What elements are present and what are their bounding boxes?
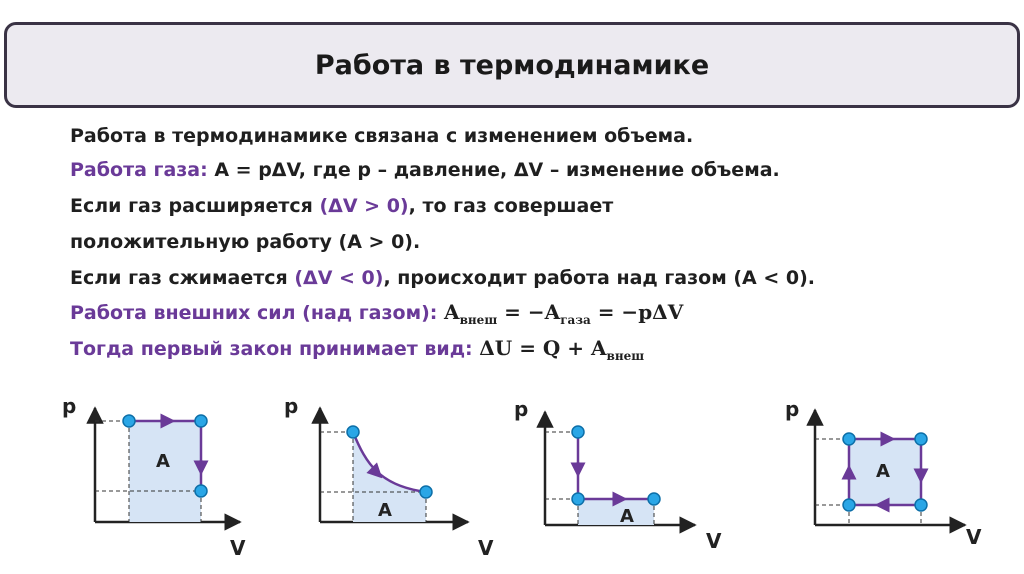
text-line-1 (70, 124, 693, 148)
v-label-3: V (706, 529, 722, 553)
line-1-text: Работа в термодинамике связана с изменением объема. (70, 125, 694, 147)
formula-minus-a: = −A (497, 300, 561, 324)
text-line-6 (70, 300, 683, 332)
expansion-condition: (ΔV > 0) (319, 195, 409, 217)
state-point-4d (843, 499, 855, 511)
area-label-4: A (876, 461, 890, 482)
graph-2 (284, 394, 494, 560)
first-law-main: ΔU = Q + A (479, 336, 607, 360)
v-label-1: V (230, 536, 246, 560)
state-point-3b (572, 493, 584, 505)
text-line-4 (70, 230, 420, 254)
state-point-1a (123, 415, 135, 427)
external-work-formula (444, 300, 684, 327)
gas-work-formula: A = pΔV, где p – давление, ΔV – изменение объема. (207, 159, 780, 181)
expansion-text: Если газ расширяется (70, 195, 320, 217)
graph-4 (785, 397, 982, 549)
state-point-3c (648, 493, 660, 505)
state-point-2b (420, 486, 432, 498)
expansion-result: , то газ совершает (408, 195, 614, 217)
gas-work-label: Работа газа: (70, 159, 208, 181)
pv-diagrams (0, 380, 1024, 574)
text-line-3 (70, 194, 613, 218)
p-label-4: p (785, 397, 800, 421)
area-label-2: A (378, 500, 392, 521)
graph-3 (514, 397, 722, 553)
compression-text: Если газ сжимается (70, 267, 295, 289)
first-law-formula (479, 336, 645, 363)
state-point-4a (843, 433, 855, 445)
state-point-1b (195, 415, 207, 427)
v-label-4: V (966, 525, 982, 549)
formula-sub-gas: газа (560, 313, 591, 327)
state-point-3a (572, 426, 584, 438)
compression-condition: (ΔV < 0) (294, 267, 384, 289)
area-label-1: A (156, 451, 170, 472)
area-label-3: A (620, 506, 634, 527)
page-title: Работа в термодинамике (314, 49, 710, 81)
v-label-2: V (478, 536, 494, 560)
first-law-label: Тогда первый закон принимает вид: (70, 338, 473, 360)
p-label-3: p (514, 397, 529, 421)
formula-minus-pdv: = −pΔV (590, 300, 684, 324)
first-law-sub: внеш (606, 349, 645, 363)
state-point-4b (915, 433, 927, 445)
formula-sub-ext: внеш (459, 313, 498, 327)
p-label-2: p (284, 394, 299, 418)
title-banner (4, 22, 1020, 108)
positive-work-text: положительную работу (A > 0). (70, 231, 421, 253)
work-area-3 (578, 499, 654, 525)
text-line-5 (70, 266, 815, 290)
text-line-2 (70, 158, 780, 182)
compression-result: , происходит работа над газом (A < 0). (383, 267, 815, 289)
text-line-7 (70, 336, 644, 368)
state-point-2a (347, 426, 359, 438)
graph-1 (62, 394, 246, 560)
p-label-1: p (62, 394, 77, 418)
state-point-1c (195, 485, 207, 497)
state-point-4c (915, 499, 927, 511)
formula-a: A (444, 300, 460, 324)
external-work-label: Работа внешних сил (над газом): (70, 302, 438, 324)
